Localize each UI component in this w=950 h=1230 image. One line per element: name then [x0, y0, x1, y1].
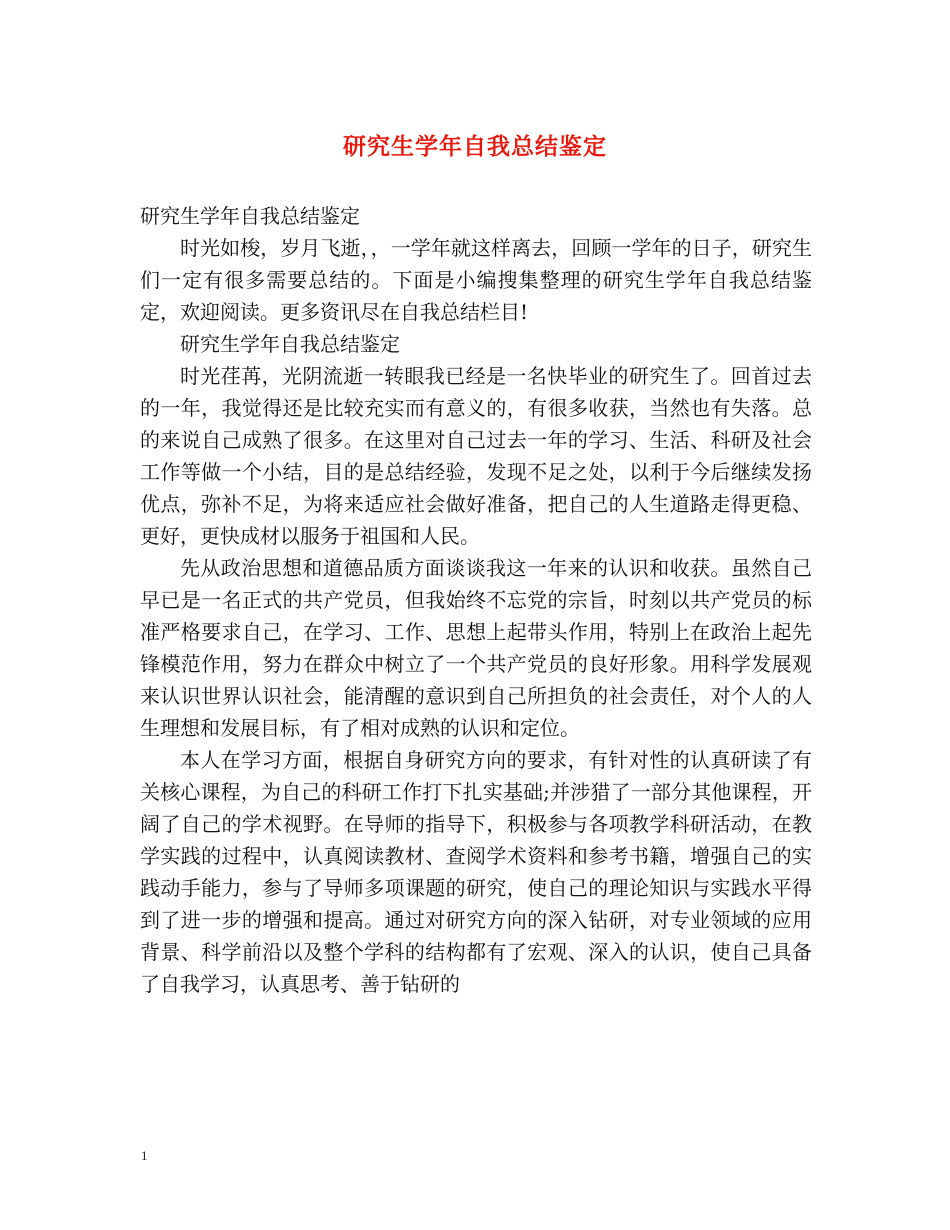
paragraph-study: 本人在学习方面，根据自身研究方向的要求，有针对性的认真研读了有关核心课程，为自己的科研工作打下扎实基础;并涉猎了一部分其他课程，开阔了自己的学术视野。在导师的指导下，积极参与各项教学科研活动，在教学实践的过程中，认真阅读教材、查阅学术资料和参考书籍，增强自己的实践动手能力，参与了导师多项课题的研究，使自己的理论知识与实践水平得到了进一步的增强和提高。通过对研究方向的深入钻研，对专业领域的应用背景、科学前沿以及整个学科的结构都有了宏观、深入的认识，使自己具备了自我学习，认真思考、善于钻研的 — [140, 748, 812, 996]
paragraph-heading: 研究生学年自我总结鉴定 — [140, 204, 360, 228]
page-number: 1 — [141, 1148, 148, 1163]
paragraph-opening: 时光荏苒，光阴流逝一转眼我已经是一名快毕业的研究生了。回首过去的一年，我觉得还是比较充实而有意义的，有很多收获，当然也有失落。总的来说自己成熟了很多。在这里对自己过去一年的学习、生活、科研及社会工作等做一个小结，目的是总结经验，发现不足之处，以利于今后继续发扬优点，弥补不足，为将来适应社会做好准备，把自己的人生道路走得更稳、更好，更快成材以服务于祖国和人民。 — [140, 364, 812, 548]
document-title: 研究生学年自我总结鉴定 — [343, 133, 607, 160]
paragraph-subheading: 研究生学年自我总结鉴定 — [180, 332, 400, 356]
document-body — [140, 200, 812, 1000]
paragraph-politics: 先从政治思想和道德品质方面谈谈我这一年来的认识和收获。虽然自己早已是一名正式的共产党员，但我始终不忘党的宗旨，时刻以共产党员的标准严格要求自己，在学习、工作、思想上起带头作用，特别上在政治上起先锋模范作用，努力在群众中树立了一个共产党员的良好形象。用科学发展观来认识世界认识社会，能清醒的意识到自己所担负的社会责任，对个人的人生理想和发展目标，有了相对成熟的认识和定位。 — [140, 556, 812, 740]
paragraph-intro: 时光如梭，岁月飞逝，，一学年就这样离去，回顾一学年的日子，研究生们一定有很多需要总结的。下面是小编搜集整理的研究生学年自我总结鉴定，欢迎阅读。更多资讯尽在自我总结栏目! — [140, 236, 812, 324]
